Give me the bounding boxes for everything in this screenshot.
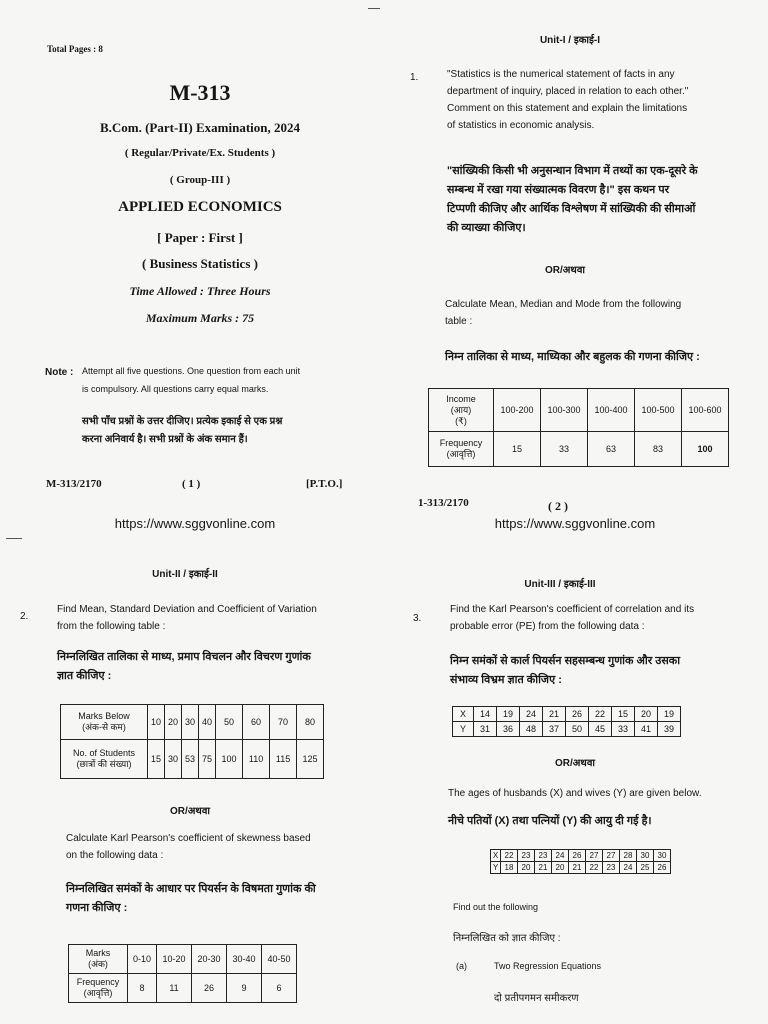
marks-cell: 20 xyxy=(165,705,182,740)
y-cell: 37 xyxy=(543,722,566,737)
marks-below-header: Marks Below (अंक-से कम) xyxy=(61,705,148,740)
x-cell: 20 xyxy=(635,707,658,722)
y-cell: 41 xyxy=(635,722,658,737)
marks-cell: 50 xyxy=(216,705,243,740)
marks-cell: 40 xyxy=(199,705,216,740)
group: ( Group-III ) xyxy=(169,174,231,186)
question-1-number: 1. xyxy=(410,72,419,83)
income-cell: 100-400 xyxy=(588,389,635,432)
note-hindi-1: सभी पाँच प्रश्नों के उत्तर दीजिए। प्रत्येक इकाई से एक प्रश्न xyxy=(82,416,283,427)
ages-y-header: Y xyxy=(491,862,501,874)
find-following-hindi: निम्नलिखित को ज्ञात कीजिए : xyxy=(453,933,561,944)
ages-x-cell: 26 xyxy=(569,850,586,862)
footer-pto: [P.T.O.] xyxy=(306,478,343,490)
ages-y-cell: 25 xyxy=(637,862,654,874)
class-cell: 10-20 xyxy=(157,945,192,974)
students-type: ( Regular/Private/Ex. Students ) xyxy=(124,147,276,159)
income-cell: 100-500 xyxy=(635,389,682,432)
income-cell: 100-200 xyxy=(494,389,541,432)
x-header: X xyxy=(453,707,474,722)
note-line-2: is compulsory. All questions carry equal marks. xyxy=(82,384,269,394)
frequency-cell: 15 xyxy=(494,432,541,467)
marks-header: Marks (अंक) xyxy=(69,945,128,974)
question-1-hindi: "सांख्यिकी किसी भी अनुसन्धान विभाग में तथ्यों का एक-दूसरे के सम्बन्ध में रखा गया संख्यात्मक विवरण है।" इस कथन पर टिप्पणी कीजिए और आर्थिक विश्लेषण में सांख्यिकी की सीमाओं की व्याख्या कीजिए। xyxy=(447,165,698,234)
question-2-hindi: निम्नलिखित तालिका से माध्य, प्रमाप विचलन और विचरण गुणांक ज्ञात कीजिए : xyxy=(57,651,311,682)
ages-x-cell: 23 xyxy=(518,850,535,862)
note-hindi-2: करना अनिवार्य है। सभी प्रश्नों के अंक समान हैं। xyxy=(82,434,248,445)
marks-frequency-table xyxy=(68,944,297,1003)
class-cell: 20-30 xyxy=(192,945,227,974)
or-divider-3: OR/अथवा xyxy=(555,758,595,769)
ages-y-cell: 26 xyxy=(654,862,671,874)
footer-page: ( 1 ) xyxy=(182,478,201,490)
note-label: Note : xyxy=(45,367,74,378)
class-cell: 0-10 xyxy=(128,945,157,974)
frequency-cell-2: 11 xyxy=(157,974,192,1003)
x-cell: 26 xyxy=(566,707,589,722)
subject: APPLIED ECONOMICS xyxy=(118,199,282,215)
footer-code-2: 1-313/2170 xyxy=(418,497,469,509)
marks-cell: 80 xyxy=(297,705,324,740)
unit-2-title: Unit-II / इकाई-II xyxy=(152,569,218,580)
frequency-header: Frequency (आवृत्ति) xyxy=(429,432,494,467)
y-cell: 31 xyxy=(474,722,497,737)
question-2-text: Find Mean, Standard Deviation and Coefficient of Variation from the following table : xyxy=(57,604,317,632)
x-cell: 24 xyxy=(520,707,543,722)
y-cell: 45 xyxy=(589,722,612,737)
question-3-alt-text: The ages of husbands (X) and wives (Y) are given below. xyxy=(448,788,702,799)
class-cell: 40-50 xyxy=(262,945,297,974)
y-cell: 33 xyxy=(612,722,635,737)
marks-cell: 60 xyxy=(243,705,270,740)
x-cell: 19 xyxy=(497,707,520,722)
ages-y-cell: 21 xyxy=(535,862,552,874)
y-cell: 39 xyxy=(658,722,681,737)
class-cell: 30-40 xyxy=(227,945,262,974)
ages-y-cell: 18 xyxy=(501,862,518,874)
ages-x-cell: 27 xyxy=(586,850,603,862)
website-url[interactable]: https://www.sggvonline.com xyxy=(114,516,276,531)
marks-cell: 30 xyxy=(182,705,199,740)
frequency-header-2: Frequency (आवृत्ति) xyxy=(69,974,128,1003)
ages-y-cell: 23 xyxy=(603,862,620,874)
paper-code: M-313 xyxy=(169,80,231,105)
ages-x-cell: 30 xyxy=(654,850,671,862)
marks-students-table xyxy=(60,704,324,779)
total-pages: Total Pages : 8 xyxy=(47,44,103,54)
ages-x-cell: 22 xyxy=(501,850,518,862)
ages-x-cell: 23 xyxy=(535,850,552,862)
y-cell: 48 xyxy=(520,722,543,737)
ages-y-cell: 20 xyxy=(552,862,569,874)
marks-cell: 70 xyxy=(270,705,297,740)
students-cell: 75 xyxy=(199,740,216,779)
maximum-marks: Maximum Marks : 75 xyxy=(145,311,255,325)
frequency-cell-2: 26 xyxy=(192,974,227,1003)
income-frequency-table xyxy=(428,388,729,467)
x-cell: 19 xyxy=(658,707,681,722)
question-3-hindi: निम्न समंकों से कार्ल पियर्सन सहसम्बन्ध गुणांक और उसका संभाव्य विभ्रम ज्ञात कीजिए : xyxy=(450,655,681,686)
x-cell: 15 xyxy=(612,707,635,722)
x-cell: 22 xyxy=(589,707,612,722)
question-1-alt-hindi: निम्न तालिका से माध्य, माध्यिका और बहुलक की गणना कीजिए : xyxy=(445,351,700,363)
question-2-alt-hindi: निम्नलिखित समंकों के आधार पर पियर्सन के विषमता गुणांक की गणना कीजिए : xyxy=(66,883,316,914)
footer-page-2: ( 2 ) xyxy=(548,499,568,513)
ages-y-cell: 22 xyxy=(586,862,603,874)
paper-number: [ Paper : First ] xyxy=(157,230,243,245)
ages-x-cell: 28 xyxy=(620,850,637,862)
ages-x-cell: 27 xyxy=(603,850,620,862)
find-following: Find out the following xyxy=(453,902,539,912)
students-cell: 30 xyxy=(165,740,182,779)
ages-table xyxy=(490,849,671,874)
frequency-cell: 83 xyxy=(635,432,682,467)
crop-mark xyxy=(368,8,380,9)
frequency-cell-2: 6 xyxy=(262,974,297,1003)
ages-x-cell: 30 xyxy=(637,850,654,862)
frequency-cell: 100 xyxy=(682,432,729,467)
frequency-cell: 33 xyxy=(541,432,588,467)
marks-cell: 10 xyxy=(148,705,165,740)
website-url-2[interactable]: https://www.sggvonline.com xyxy=(494,516,656,531)
footer-code: M-313/2170 xyxy=(46,478,102,490)
ages-y-cell: 21 xyxy=(569,862,586,874)
note-line-1: Attempt all five questions. One question from each unit xyxy=(82,366,301,376)
question-2-alt-text: Calculate Karl Pearson's coefficient of skewness based on the following data : xyxy=(66,833,311,861)
students-cell: 115 xyxy=(270,740,297,779)
xy-correlation-table xyxy=(452,706,681,737)
question-1-alt-text: Calculate Mean, Median and Mode from the following table : xyxy=(445,299,682,327)
ages-x-cell: 24 xyxy=(552,850,569,862)
students-header: No. of Students (छात्रों की संख्या) xyxy=(61,740,148,779)
y-cell: 36 xyxy=(497,722,520,737)
question-3-number: 3. xyxy=(413,613,422,624)
frequency-cell-2: 8 xyxy=(128,974,157,1003)
unit-3-title: Unit-III / इकाई-III xyxy=(524,579,596,590)
sub-a-hindi: दो प्रतीपगमन समीकरण xyxy=(494,993,579,1004)
income-cell: 100-300 xyxy=(541,389,588,432)
question-3-text: Find the Karl Pearson's coefficient of correlation and its probable error (PE) from the following data : xyxy=(450,604,695,632)
question-2-number: 2. xyxy=(20,611,29,622)
sub-a-text: Two Regression Equations xyxy=(494,961,602,971)
ages-y-cell: 20 xyxy=(518,862,535,874)
students-cell: 125 xyxy=(297,740,324,779)
unit-1-title: Unit-I / इकाई-I xyxy=(539,35,601,46)
ages-x-header: X xyxy=(491,850,501,862)
students-cell: 53 xyxy=(182,740,199,779)
time-allowed: Time Allowed : Three Hours xyxy=(129,284,271,298)
students-cell: 15 xyxy=(148,740,165,779)
question-1-text: "Statistics is the numerical statement of facts in any department of inquiry, placed in relation to each other." Comment on this statement and explain the limitations of statistics in economic analysis. xyxy=(447,69,689,131)
income-header: Income (आय) (₹) xyxy=(429,389,494,432)
students-cell: 100 xyxy=(216,740,243,779)
frequency-cell-2: 9 xyxy=(227,974,262,1003)
question-3-alt-hindi: नीचे पतियों (X) तथा पत्नियों (Y) की आयु दी गई है। xyxy=(448,815,652,827)
ages-y-cell: 24 xyxy=(620,862,637,874)
paper-name: ( Business Statistics ) xyxy=(142,256,258,271)
income-cell: 100-600 xyxy=(682,389,729,432)
frequency-cell: 63 xyxy=(588,432,635,467)
y-cell: 50 xyxy=(566,722,589,737)
or-divider-1: OR/अथवा xyxy=(545,265,585,276)
or-divider-2: OR/अथवा xyxy=(170,806,210,817)
exam-title: B.Com. (Part-II) Examination, 2024 xyxy=(99,120,301,135)
y-header: Y xyxy=(453,722,474,737)
sub-a-label: (a) xyxy=(456,961,467,971)
x-cell: 21 xyxy=(543,707,566,722)
crop-mark-2 xyxy=(6,538,22,539)
x-cell: 14 xyxy=(474,707,497,722)
students-cell: 110 xyxy=(243,740,270,779)
